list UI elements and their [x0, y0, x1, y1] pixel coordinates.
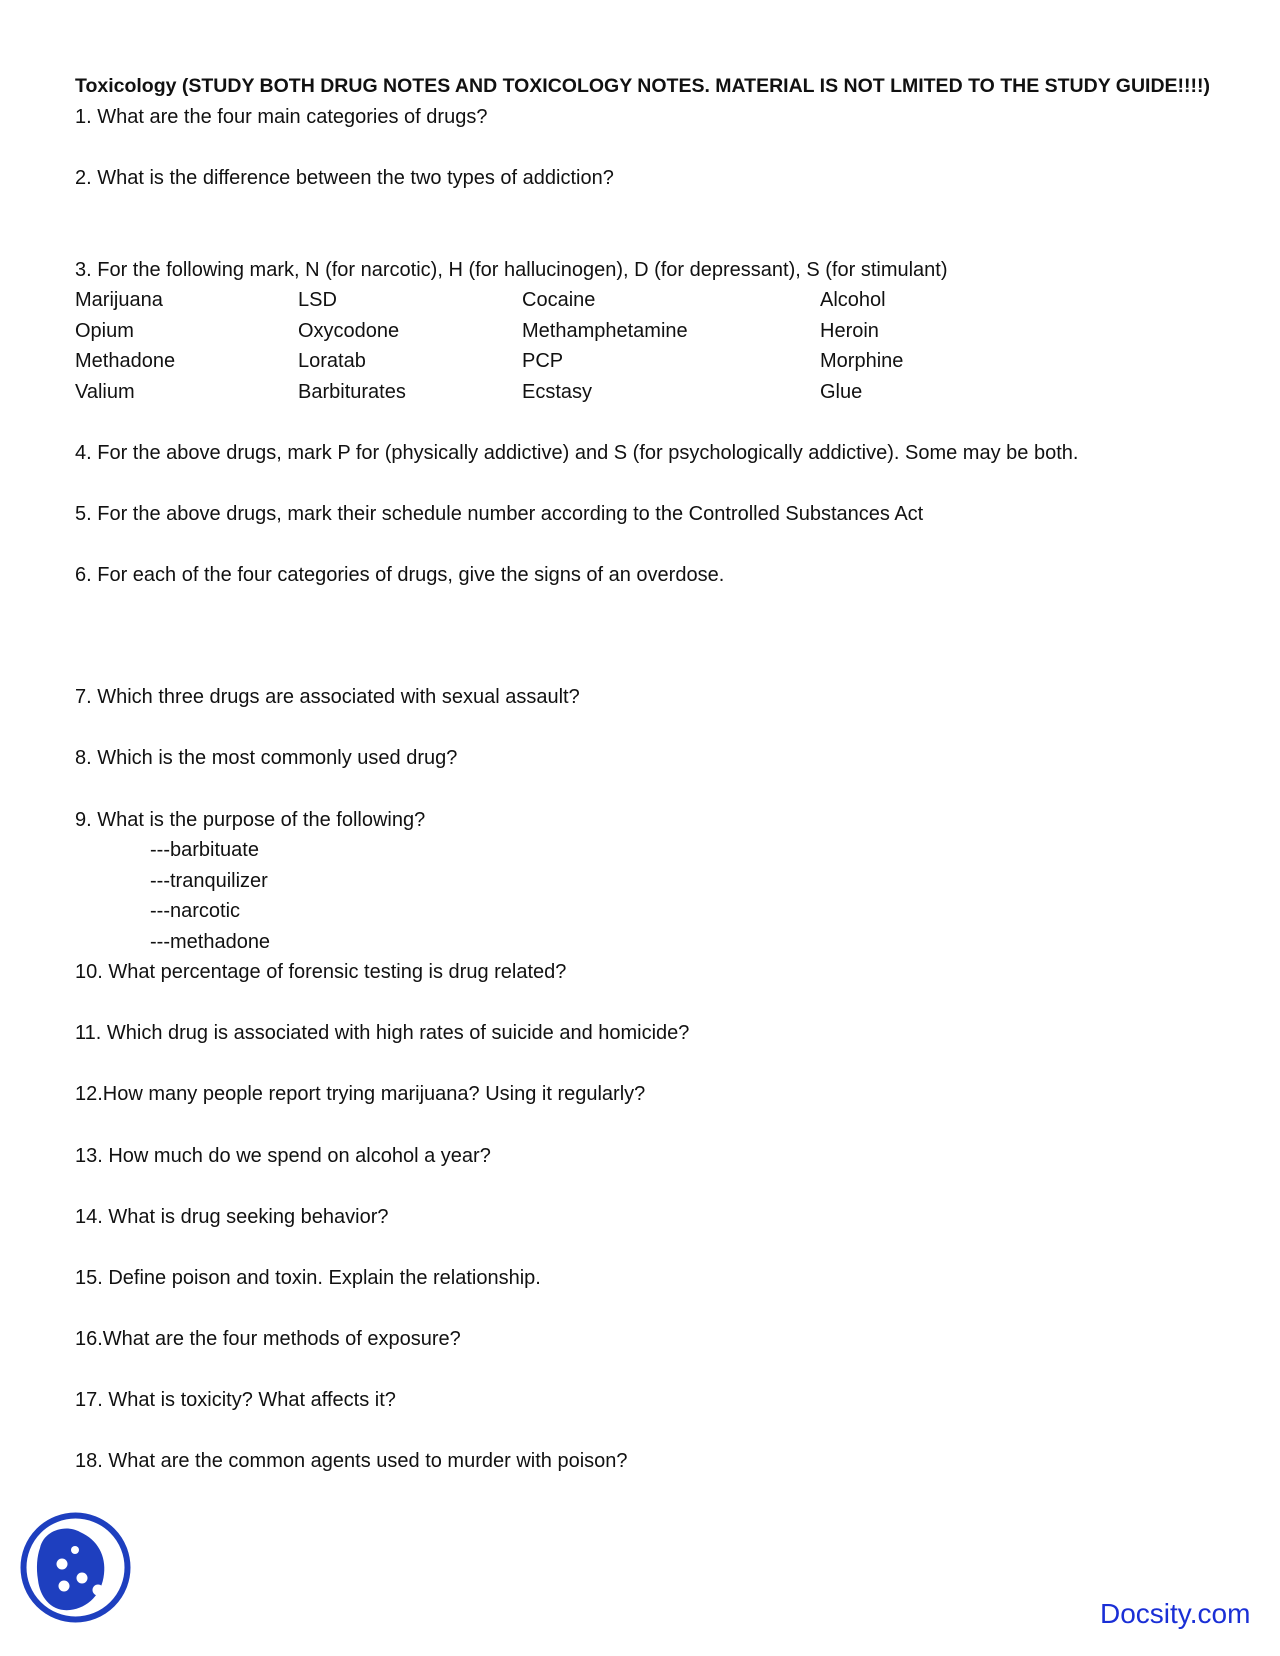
drug-cell: PCP — [522, 350, 564, 372]
drug-cell: Heroin — [820, 320, 879, 342]
drug-cell: Methadone — [75, 350, 176, 372]
drug-cell: Alcohol — [820, 289, 886, 311]
drug-cell: LSD — [298, 289, 337, 311]
list-item: ---barbituate — [150, 839, 259, 861]
docsity-paw-logo-icon[interactable] — [18, 1510, 133, 1625]
question-8: 8. Which is the most commonly used drug? — [75, 747, 458, 769]
question-11: 11. Which drug is associated with high rates of suicide and homicide? — [75, 1022, 690, 1044]
drug-cell: Morphine — [820, 350, 904, 372]
question-14: 14. What is drug seeking behavior? — [75, 1206, 389, 1228]
question-7: 7. Which three drugs are associated with sexual assault? — [75, 686, 580, 708]
drug-cell: Barbiturates — [298, 381, 406, 403]
question-12: 12.How many people report trying marijuana? Using it regularly? — [75, 1083, 646, 1105]
question-10: 10. What percentage of forensic testing is drug related? — [75, 961, 567, 983]
drug-cell: Cocaine — [522, 289, 596, 311]
drug-cell: Loratab — [298, 350, 366, 372]
question-18: 18. What are the common agents used to murder with poison? — [75, 1450, 628, 1472]
question-16: 16.What are the four methods of exposure? — [75, 1328, 461, 1350]
list-item: ---tranquilizer — [150, 870, 268, 892]
question-2: 2. What is the difference between the two types of addiction? — [75, 167, 614, 189]
list-item: ---methadone — [150, 931, 271, 953]
question-4: 4. For the above drugs, mark P for (physically addictive) and S (for psychologically addictive). Some may be both. — [75, 442, 1079, 464]
list-item: ---narcotic — [150, 900, 241, 922]
document-title: Toxicology (STUDY BOTH DRUG NOTES AND TOXICOLOGY NOTES. MATERIAL IS NOT LMITED TO THE STUDY GUIDE!!!!) — [75, 75, 1211, 97]
question-5: 5. For the above drugs, mark their schedule number according to the Controlled Substances Act — [75, 503, 924, 525]
drug-cell: Opium — [75, 320, 134, 342]
question-13: 13. How much do we spend on alcohol a year? — [75, 1145, 491, 1167]
drug-cell: Glue — [820, 381, 863, 403]
question-3: 3. For the following mark, N (for narcotic), H (for hallucinogen), D (for depressant), S (for stimulant) — [75, 259, 948, 281]
drug-cell: Marijuana — [75, 289, 163, 311]
drug-cell: Ecstasy — [522, 381, 593, 403]
question-9: 9. What is the purpose of the following? — [75, 809, 426, 831]
question-15: 15. Define poison and toxin. Explain the relationship. — [75, 1267, 541, 1289]
docsity-brand-link[interactable]: Docsity.com — [1100, 1598, 1251, 1629]
drug-cell: Valium — [75, 381, 135, 403]
drug-cell: Oxycodone — [298, 320, 400, 342]
question-6: 6. For each of the four categories of drugs, give the signs of an overdose. — [75, 564, 725, 586]
question-1: 1. What are the four main categories of drugs? — [75, 106, 488, 128]
question-17: 17. What is toxicity? What affects it? — [75, 1389, 396, 1411]
drug-cell: Methamphetamine — [522, 320, 688, 342]
